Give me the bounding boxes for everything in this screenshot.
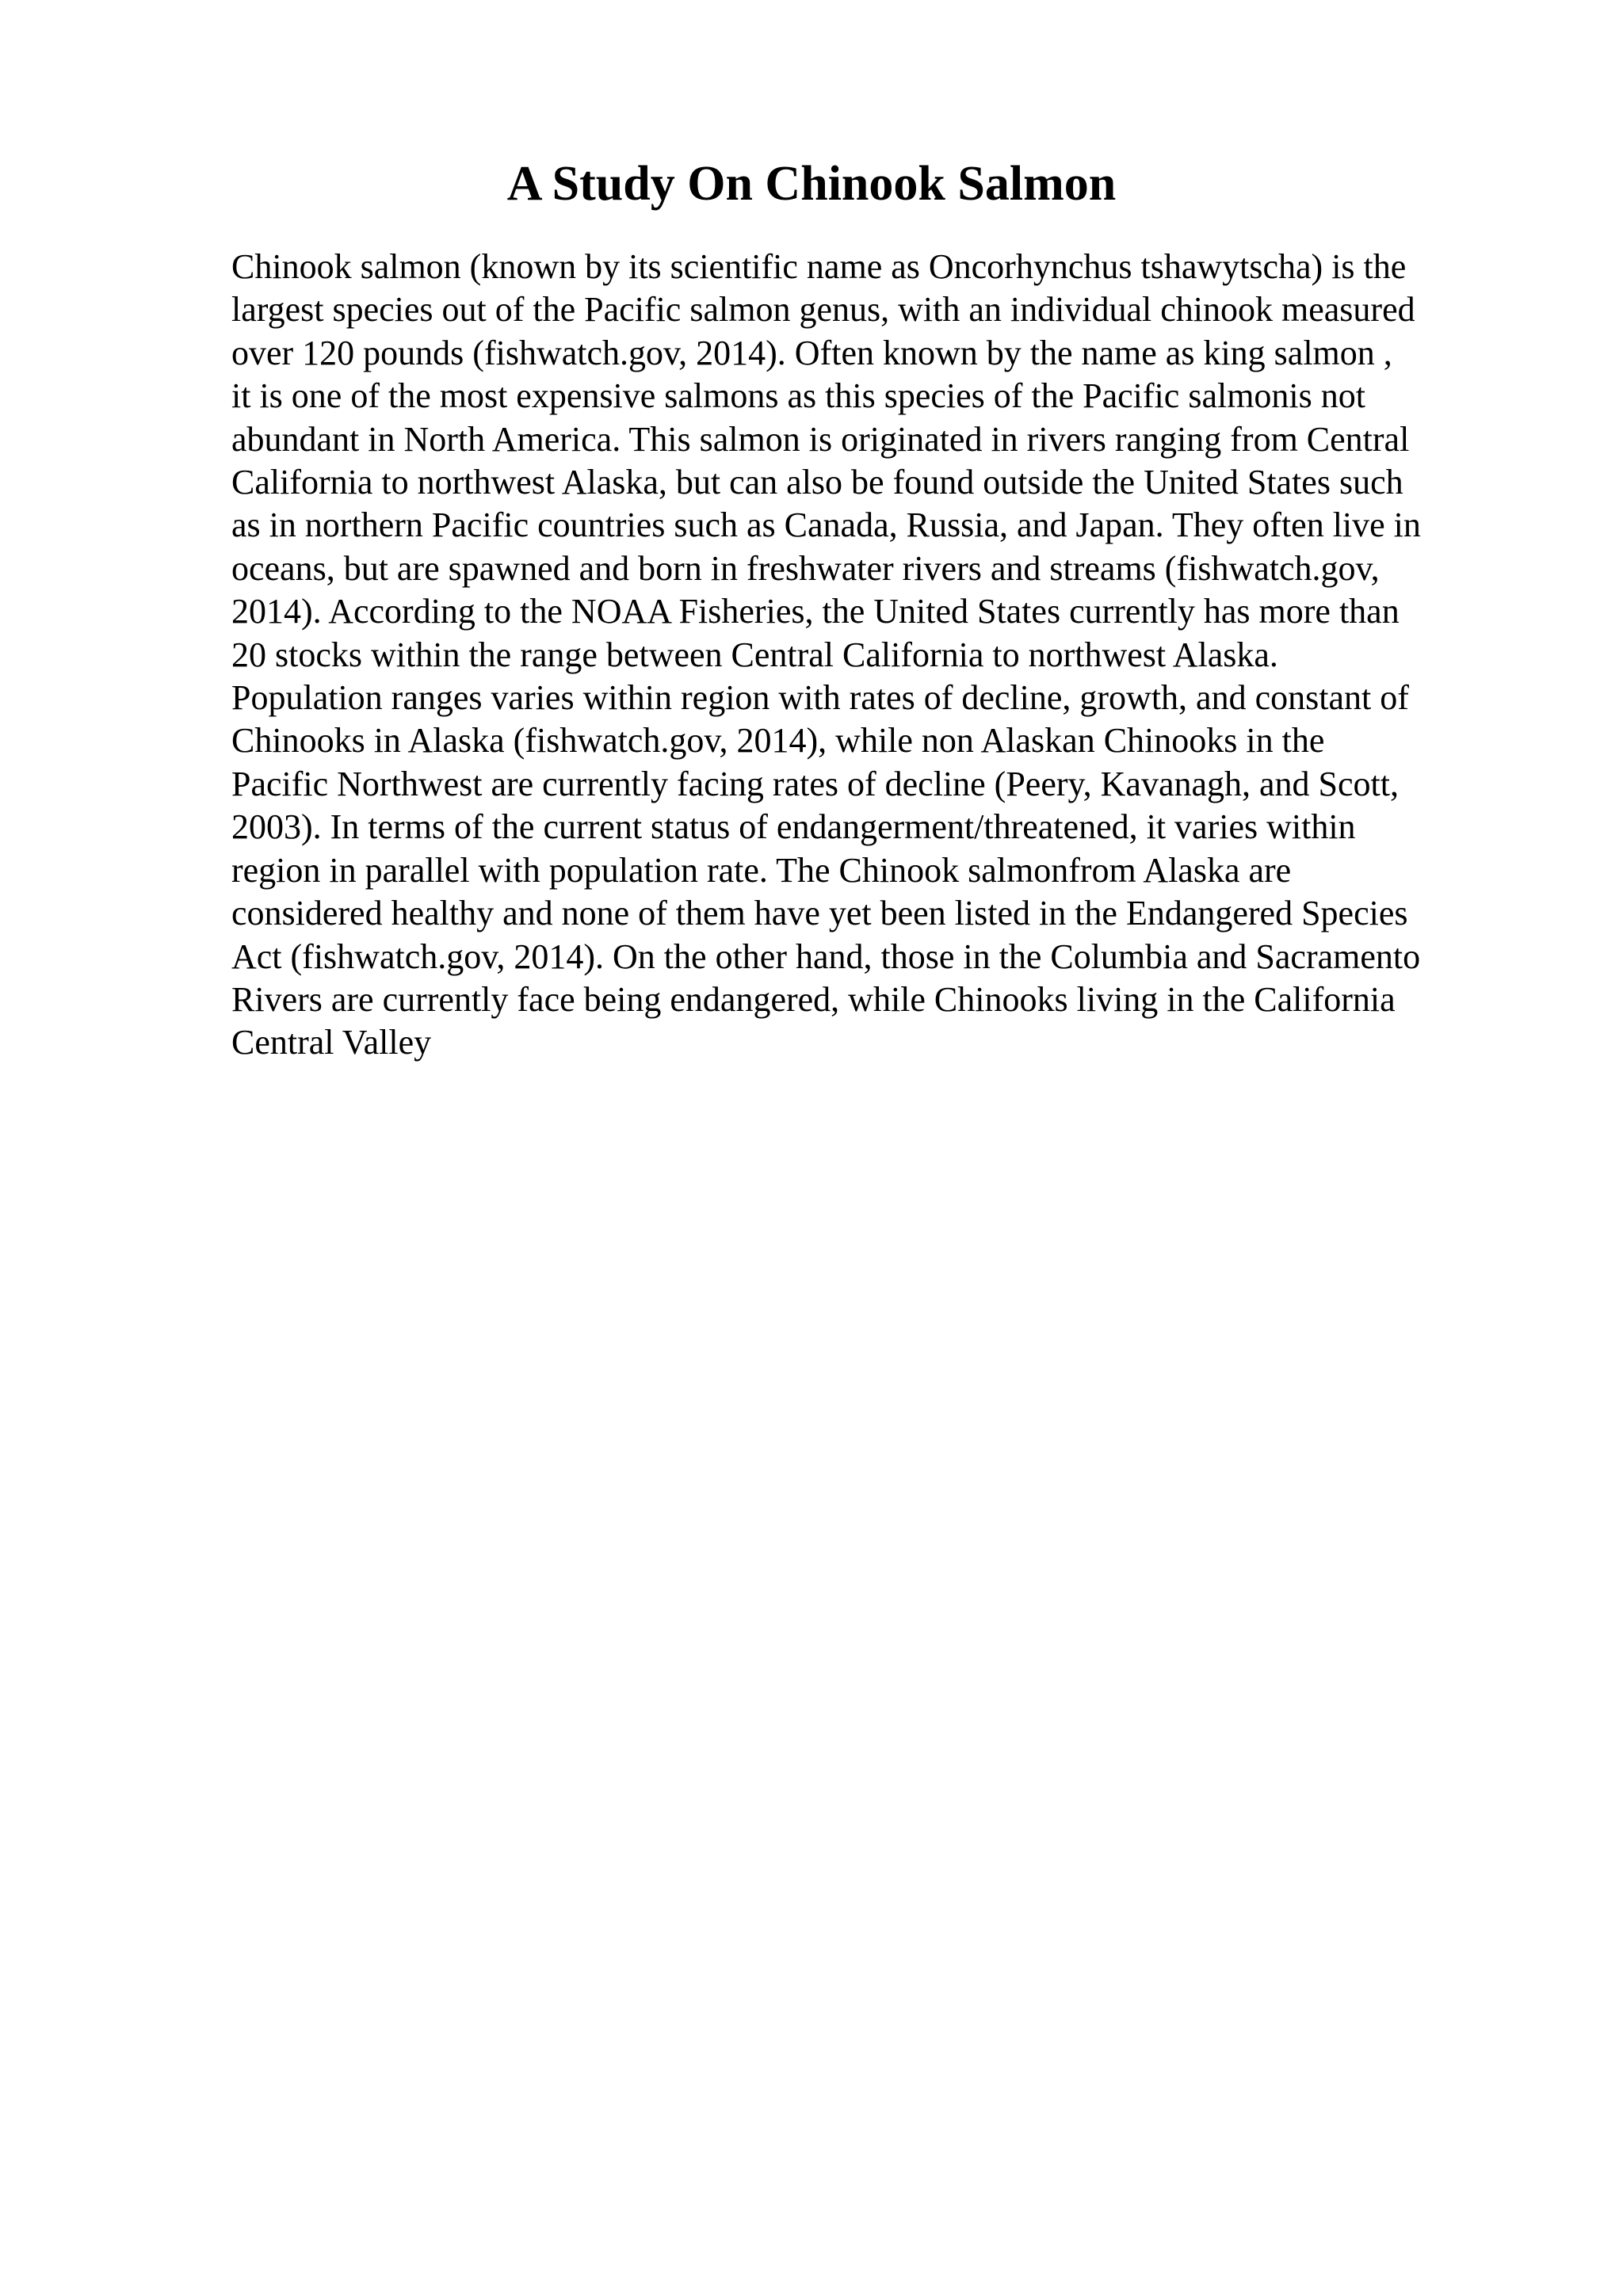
body-line: as in northern Pacific countries such as Canada, Russia, and Japan. They often live in	[231, 505, 1421, 545]
body-line: Pacific Northwest are currently facing rates of decline (Peery, Kavanagh, and Scott,	[231, 764, 1399, 803]
document-title: A Study On Chinook Salmon	[506, 157, 1117, 211]
body-line: abundant in North America. This salmon is originated in rivers ranging from Central	[231, 419, 1410, 459]
body-line: 2003). In terms of the current status of endangerment/threatened, it varies within	[231, 807, 1356, 847]
body-line: Rivers are currently face being endangered, while Chinooks living in the California	[231, 979, 1396, 1019]
body-line: largest species out of the Pacific salmon genus, with an individual chinook measured	[231, 290, 1415, 330]
body-line: over 120 pounds (fishwatch.gov, 2014). Often known by the name as king salmon ,	[231, 333, 1392, 372]
body-line: Act (fishwatch.gov, 2014). On the other hand, those in the Columbia and Sacramento	[231, 936, 1421, 976]
body-line: oceans, but are spawned and born in freshwater rivers and streams (fishwatch.gov,	[231, 548, 1380, 588]
body-line: Central Valley	[231, 1023, 432, 1062]
body-line: region in parallel with population rate. The Chinook salmonfrom Alaska are	[231, 850, 1292, 890]
body-line: Chinooks in Alaska (fishwatch.gov, 2014), while non Alaskan Chinooks in the	[231, 721, 1325, 761]
body-line: 20 stocks within the range between Central California to northwest Alaska.	[231, 635, 1278, 674]
document-body	[231, 246, 1499, 1065]
body-line: 2014). According to the NOAA Fisheries, the United States currently has more than	[231, 592, 1400, 631]
body-line: California to northwest Alaska, but can also be found outside the United States such	[231, 463, 1403, 502]
body-line: Population ranges varies within region with rates of decline, growth, and constant of	[231, 678, 1409, 718]
body-line: considered healthy and none of them have yet been listed in the Endangered Species	[231, 894, 1408, 933]
body-line: it is one of the most expensive salmons as this species of the Pacific salmonis not	[231, 376, 1365, 416]
body-line: Chinook salmon (known by its scientific name as Oncorhynchus tshawytscha) is the	[231, 247, 1407, 286]
